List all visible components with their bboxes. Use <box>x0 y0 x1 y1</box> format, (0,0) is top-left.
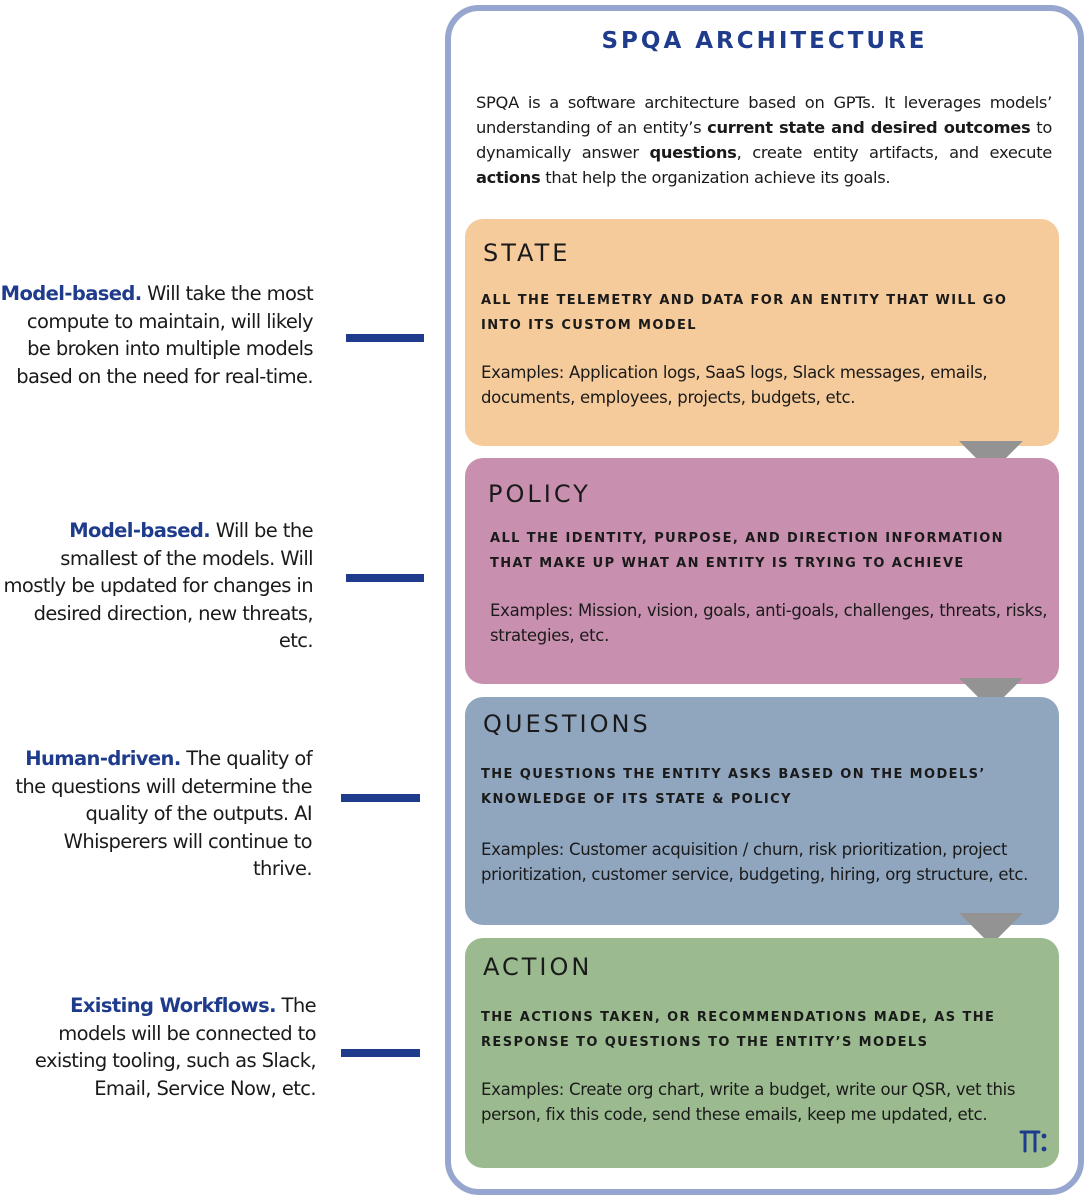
note-lead: Model-based. <box>0 282 142 305</box>
note-text: The quality of the questions will determine the quality of the outputs. AI Whisperers will continue to thrive. <box>15 747 312 880</box>
box-subtitle: THE ACTIONS TAKEN, OR RECOMMENDATIONS MADE, AS THE RESPONSE TO QUESTIONS TO THE ENTITY’S MODELS <box>481 1010 996 1050</box>
box-subtitle: ALL THE IDENTITY, PURPOSE, AND DIRECTION INFORMATION THAT MAKE UP WHAT AN ENTITY IS TRYING TO ACHIEVE <box>490 531 1004 571</box>
intro-bold: actions <box>476 168 541 187</box>
connector-action <box>341 1049 420 1057</box>
box-heading: ACTION <box>483 953 593 981</box>
intro-text: , create entity artifacts, and execute <box>736 143 1053 162</box>
note-text: Will be the smallest of the models. Will mostly be updated for changes in desired direction, new threats, etc. <box>3 519 313 652</box>
note-text: The models will be connected to existing tooling, such as Slack, Email, Service Now, etc. <box>34 994 316 1100</box>
note-lead: Model-based. <box>69 519 211 542</box>
intro-text: that help the organization achieve its goals. <box>540 168 891 187</box>
page-title: SPQA ARCHITECTURE <box>601 28 928 54</box>
intro-text: SPQA is a software architecture based on GPTs. It leverages models’ understanding of an entity’s <box>476 93 1052 137</box>
box-subtitle: ALL THE TELEMETRY AND DATA FOR AN ENTITY THAT WILL GO INTO ITS CUSTOM MODEL <box>481 293 1008 333</box>
box-subtitle: THE QUESTIONS THE ENTITY ASKS BASED ON THE MODELS’ KNOWLEDGE OF ITS STATE & POLICY <box>481 767 986 807</box>
connector-state <box>346 334 424 342</box>
action-box <box>465 938 1059 1168</box>
connector-policy <box>346 574 424 582</box>
box-examples: Examples: Create org chart, write a budget, write our QSR, vet this person, fix this code, send these emails, keep me updated, etc. <box>481 1080 1016 1124</box>
intro-paragraph <box>476 90 1052 190</box>
connector-questions <box>341 794 420 802</box>
note-policy <box>0 517 313 655</box>
note-text: Will take the most compute to maintain, will likely be broken into multiple models based on the need for real-time. <box>16 282 313 388</box>
note-action <box>0 992 316 1102</box>
box-heading: POLICY <box>488 480 591 508</box>
intro-bold: current state and desired outcomes <box>707 118 1031 137</box>
box-examples: Examples: Customer acquisition / churn, risk prioritization, project prioritization, customer service, budgeting, hiring, org structure, etc. <box>481 840 1029 884</box>
box-examples: Examples: Application logs, SaaS logs, Slack messages, emails, documents, employees, projects, budgets, etc. <box>481 363 988 407</box>
note-questions <box>0 745 312 883</box>
intro-text: to dynamically answer <box>476 118 1052 162</box>
note-lead: Human-driven. <box>25 747 181 770</box>
note-state <box>0 280 313 390</box>
box-examples: Examples: Mission, vision, goals, anti-goals, challenges, threats, risks, strategies, etc. <box>490 601 1048 645</box>
intro-bold: questions <box>649 143 737 162</box>
questions-box <box>465 697 1059 925</box>
state-box <box>465 219 1059 446</box>
box-heading: STATE <box>483 239 571 267</box>
pi-logo-icon <box>1019 1127 1049 1155</box>
box-heading: QUESTIONS <box>483 710 651 738</box>
policy-box <box>465 458 1059 684</box>
note-lead: Existing Workflows. <box>70 994 276 1017</box>
